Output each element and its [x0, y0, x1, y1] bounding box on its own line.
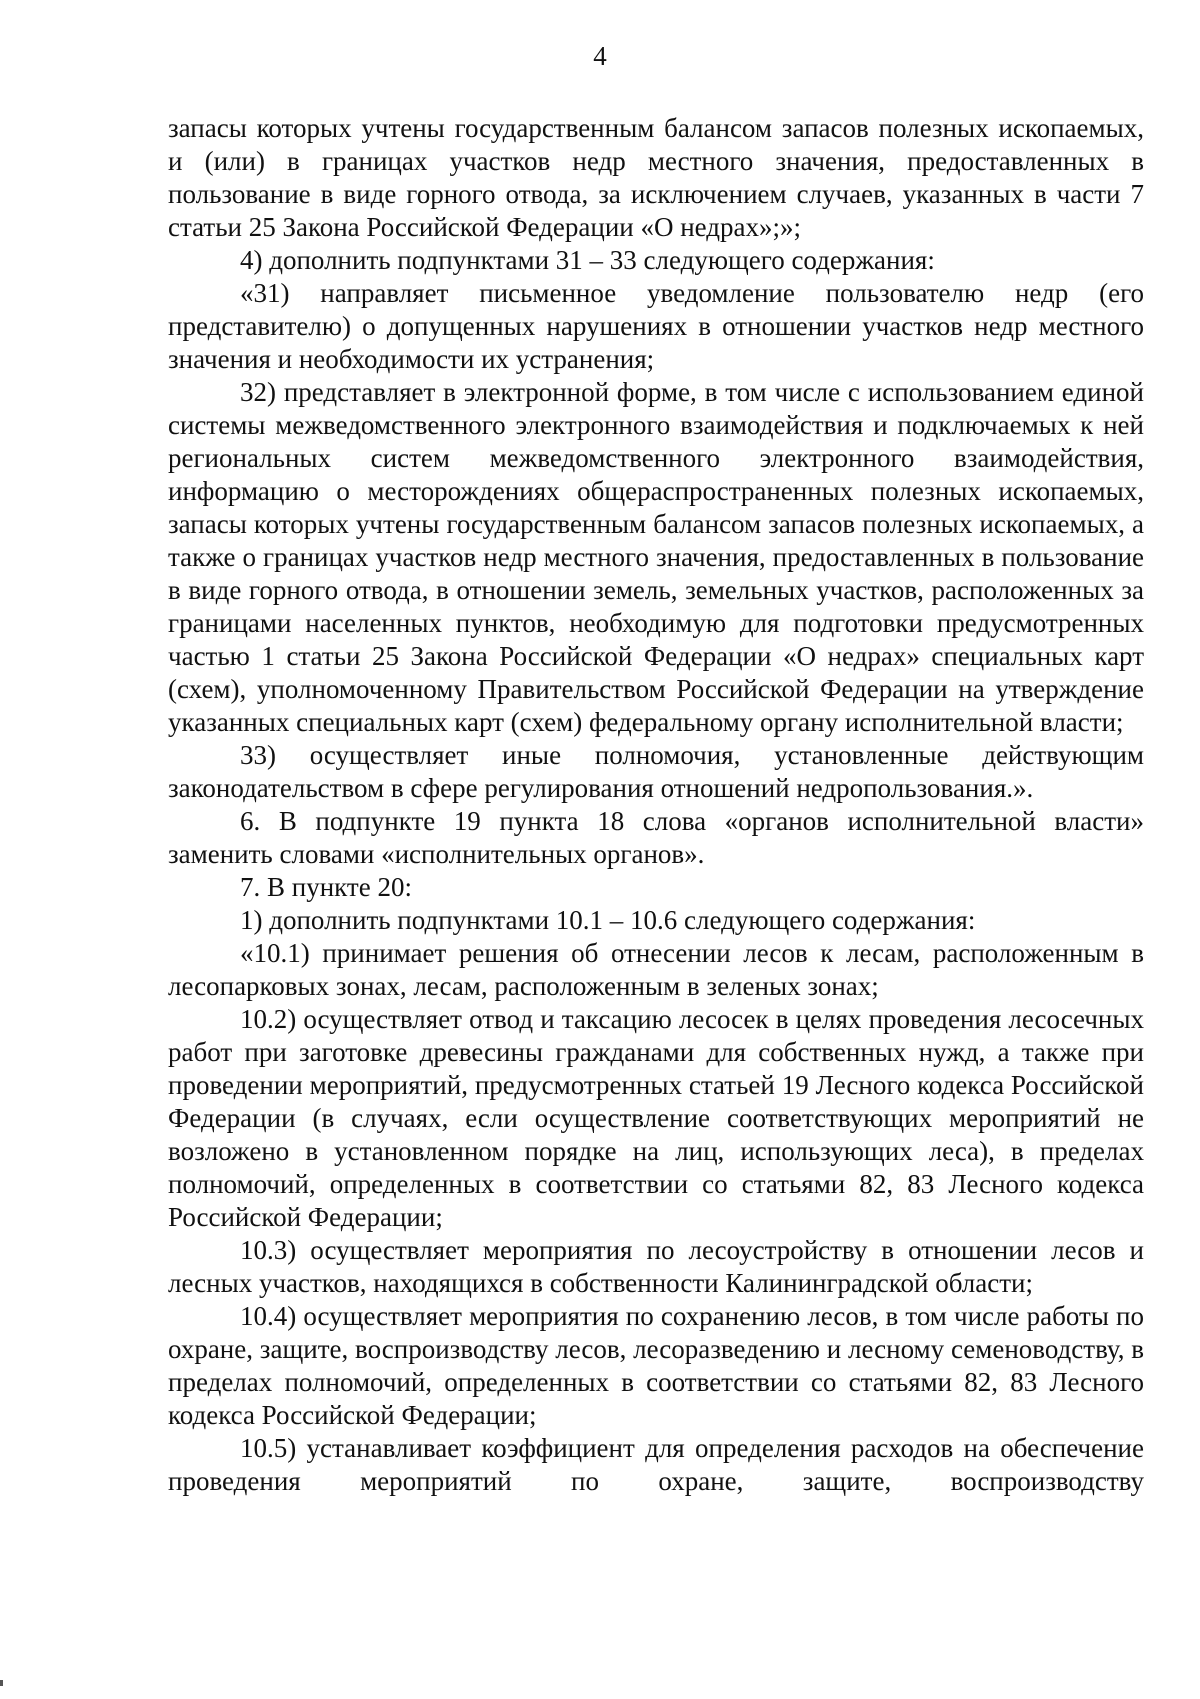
- paragraph-point-7-item-1: 1) дополнить подпунктами 10.1 – 10.6 следующего содержания:: [240, 905, 976, 935]
- page-number: 4: [593, 41, 607, 71]
- paragraph-subitem-31: «31) направляет письменное уведомление пользователю недр (его представителю) о допущенных нарушениях в отношении участков недр местного значения и необходимости их устранения;: [168, 278, 1144, 374]
- paragraph-item-4: 4) дополнить подпунктами 31 – 33 следующего содержания:: [240, 245, 935, 275]
- scan-artifact-mark: [0, 1680, 3, 1686]
- paragraph-subitem-10-3: 10.3) осуществляет мероприятия по лесоустройству в отношении лесов и лесных участков, находящихся в собственности Калининградской области;: [168, 1235, 1144, 1298]
- paragraph-subitem-33: 33) осуществляет иные полномочия, установленные действующим законодательством в сфере регулирования отношений недропользования.».: [168, 740, 1144, 803]
- paragraph-point-6: 6. В подпункте 19 пункта 18 слова «органов исполнительной власти» заменить словами «исполнительных органов».: [168, 806, 1144, 869]
- paragraph-subitem-10-2: 10.2) осуществляет отвод и таксацию лесосек в целях проведения лесосечных работ при заготовке древесины гражданами для собственных нужд, а также при проведении мероприятий, предусмотренных статьей 19 Лесного кодекса Российской Федерации (в случаях, если осуществление соответствующих мероприятий не возложено в установленном порядке на лиц, использующих леса), в пределах полномочий, определенных в соответствии со статьями 82, 83 Лесного кодекса Российской Федерации;: [168, 1004, 1144, 1232]
- document-body: [168, 112, 1144, 1498]
- paragraph-intro-continuation: запасы которых учтены государственным балансом запасов полезных ископаемых, и (или) в границах участков недр местного значения, предоставленных в пользование в виде горного отвода, за исключением случаев, указанных в части 7 статьи 25 Закона Российской Федерации «О недрах»;»;: [168, 113, 1144, 242]
- paragraph-subitem-10-1: «10.1) принимает решения об отнесении лесов к лесам, расположенным в лесопарковых зонах, лесам, расположенным в зеленых зонах;: [168, 938, 1144, 1001]
- paragraph-subitem-32: 32) представляет в электронной форме, в том числе с использованием единой системы межведомственного электронного взаимодействия и подключаемых к ней региональных систем межведомственного электронного взаимодействия, информацию о месторождениях общераспространенных полезных ископаемых, запасы которых учтены государственным балансом запасов полезных ископаемых, а также о границах участков недр местного значения, предоставленных в пользование в виде горного отвода, в отношении земель, земельных участков, расположенных за границами населенных пунктов, необходимую для подготовки предусмотренных частью 1 статьи 25 Закона Российской Федерации «О недрах» специальных карт (схем), уполномоченному Правительством Российской Федерации на утверждение указанных специальных карт (схем) федеральному органу исполнительной власти;: [168, 377, 1144, 737]
- paragraph-point-7: 7. В пункте 20:: [240, 872, 412, 902]
- paragraph-subitem-10-5: 10.5) устанавливает коэффициент для определения расходов на обеспечение проведения мероприятий по охране, защите, воспроизводству: [168, 1433, 1144, 1496]
- paragraph-subitem-10-4: 10.4) осуществляет мероприятия по сохранению лесов, в том числе работы по охране, защите, воспроизводству лесов, лесоразведению и лесному семеноводству, в пределах полномочий, определенных в соответствии со статьями 82, 83 Лесного кодекса Российской Федерации;: [168, 1301, 1144, 1430]
